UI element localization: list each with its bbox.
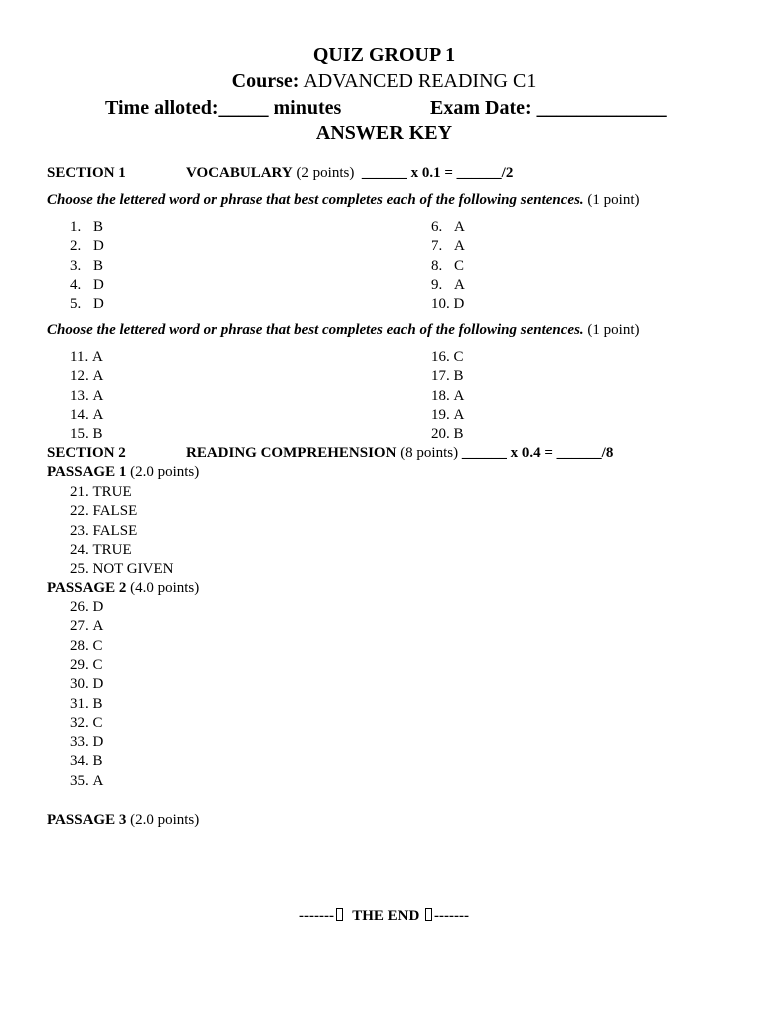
section2-name: READING COMPREHENSION (186, 445, 397, 461)
time-alloted: Time alloted:_____ minutes (105, 97, 342, 119)
box-glyph-icon (336, 908, 343, 921)
instruction-text: Choose the lettered word or phrase that best completes each of the following sentences. (47, 192, 584, 208)
answer-number: 11. (70, 349, 92, 365)
answer-value: B (93, 219, 104, 235)
instruction-points: (1 point) (587, 322, 640, 338)
answer-value: B (92, 426, 103, 443)
answer-item (70, 295, 104, 314)
answer-item (70, 483, 132, 502)
dashes-right: ------- (434, 908, 470, 924)
answer-number: 18. (431, 387, 454, 404)
answer-value: D (93, 238, 104, 255)
answer-value: D (93, 296, 104, 313)
answer-number: 6. (431, 219, 443, 235)
answer-value: A (92, 368, 104, 385)
answer-item (431, 276, 465, 295)
answer-number: 1. (70, 219, 82, 235)
exam-date: Exam Date: _____________ (430, 97, 667, 119)
answer-value: A (454, 238, 465, 255)
answer-value: D (93, 276, 104, 293)
answer-number: 22. (70, 503, 93, 520)
instruction-points: (1 point) (587, 192, 640, 208)
answer-number: 12. (70, 368, 93, 385)
answer-number: 28. (70, 637, 93, 654)
answer-number: 21. (70, 484, 93, 500)
answer-item (431, 295, 464, 314)
course-name: ADVANCED READING C1 (303, 70, 537, 92)
course-label: Course: (231, 70, 300, 92)
answer-number: 24. (70, 541, 93, 558)
answer-number: 4. (70, 276, 82, 293)
answer-item (431, 237, 465, 256)
answer-item (431, 348, 464, 367)
passage2-label: PASSAGE 2 (47, 580, 127, 596)
answer-item (70, 714, 103, 733)
answer-value: C (453, 349, 464, 365)
section1-label: SECTION 1 (47, 165, 126, 181)
answer-item (431, 257, 464, 276)
answer-value: A (453, 387, 465, 404)
answer-value: A (92, 618, 104, 635)
answer-number: 7. (431, 238, 443, 255)
section1-header (47, 164, 126, 183)
answer-item (70, 406, 103, 425)
answer-number: 27. (70, 618, 93, 635)
answer-value: C (92, 714, 103, 731)
the-end-text: THE END (352, 908, 420, 924)
passage2-points: (4.0 points) (130, 580, 200, 596)
section1-points: (2 points) (296, 165, 355, 181)
answer-number: 26. (70, 599, 93, 615)
answer-number: 5. (70, 296, 82, 313)
answer-value: TRUE (92, 541, 132, 558)
answer-item (431, 367, 464, 386)
section1-instruction-1 (47, 191, 639, 210)
answer-number: 17. (431, 368, 454, 385)
answer-item (70, 617, 103, 636)
answer-value: C (454, 257, 465, 274)
answer-item (70, 425, 103, 444)
answer-item (70, 560, 173, 579)
section1-formula: ______ x 0.1 = ______/2 (361, 165, 514, 181)
answer-number: 20. (431, 426, 454, 443)
answer-value: D (453, 296, 465, 313)
answer-number: 19. (431, 406, 454, 423)
answer-item (70, 772, 103, 791)
answer-value: A (92, 387, 104, 404)
answer-value: A (91, 349, 103, 365)
answer-number: 13. (70, 387, 93, 404)
answer-value: D (92, 599, 104, 615)
answer-number: 30. (70, 676, 93, 693)
passage1-points: (2.0 points) (130, 464, 200, 480)
answer-number: 32. (70, 714, 93, 731)
answer-value: B (93, 257, 104, 274)
answer-number: 31. (70, 695, 93, 712)
answer-item (70, 675, 103, 694)
answer-value: A (92, 772, 104, 789)
answer-number: 33. (70, 734, 93, 751)
passage3-label: PASSAGE 3 (47, 812, 127, 828)
section2-formula: ______ x 0.4 = ______/8 (461, 445, 614, 461)
the-end-footer (0, 907, 768, 926)
answer-value: TRUE (92, 484, 132, 500)
section2-header (47, 444, 126, 463)
answer-value: D (92, 676, 104, 693)
answer-item (70, 656, 103, 675)
answer-value: D (92, 734, 104, 751)
answer-item (70, 598, 103, 617)
answer-item (70, 502, 137, 521)
answer-item (70, 257, 103, 276)
course-line (0, 69, 768, 93)
answer-value: C (92, 656, 103, 673)
answer-value: FALSE (92, 503, 138, 520)
answer-item (70, 752, 103, 771)
passage1-label: PASSAGE 1 (47, 464, 127, 480)
answer-item (70, 541, 132, 560)
answer-number: 35. (70, 772, 93, 789)
answer-number: 15. (70, 426, 93, 443)
passage3-points: (2.0 points) (130, 812, 200, 828)
answer-value: B (453, 368, 464, 385)
answer-value: B (92, 695, 103, 712)
answer-number: 23. (70, 522, 93, 539)
answer-value: FALSE (92, 522, 138, 539)
answer-number: 10. (431, 296, 454, 313)
answer-number: 25. (70, 561, 93, 578)
answer-item (70, 733, 103, 752)
section2-title-row (186, 444, 613, 463)
answer-number: 29. (70, 656, 93, 673)
answer-item (431, 425, 464, 444)
answer-value: A (453, 406, 465, 423)
section1-instruction-2 (47, 321, 639, 340)
answer-value: C (92, 637, 103, 654)
section2-points: (8 points) (400, 445, 459, 461)
answer-value: NOT GIVEN (92, 561, 174, 578)
answer-item (70, 695, 103, 714)
answer-number: 14. (70, 406, 93, 423)
instruction-text: Choose the lettered word or phrase that best completes each of the following sentences. (47, 322, 584, 338)
answer-item (70, 522, 137, 541)
answer-value: A (92, 406, 104, 423)
answer-number: 16. (431, 349, 454, 365)
quiz-title: QUIZ GROUP 1 (312, 44, 456, 66)
answer-value: A (454, 276, 465, 293)
section1-title-row (186, 164, 513, 183)
answer-item (431, 218, 465, 237)
answer-item (70, 367, 103, 386)
answer-key-heading: ANSWER KEY (315, 122, 453, 144)
box-glyph-icon (425, 908, 432, 921)
answer-number: 34. (70, 753, 93, 770)
passage3-header (47, 811, 199, 830)
answer-item (70, 637, 103, 656)
answer-item (70, 387, 103, 406)
answer-item (70, 348, 103, 367)
answer-number: 3. (70, 257, 82, 274)
answer-item (431, 387, 464, 406)
dashes-left: ------- (298, 908, 334, 924)
answer-item (70, 237, 104, 256)
answer-number: 9. (431, 276, 443, 293)
answer-value: B (92, 753, 103, 770)
section1-name: VOCABULARY (186, 165, 293, 181)
answer-value: A (454, 219, 465, 235)
answer-item (431, 406, 464, 425)
section2-label: SECTION 2 (47, 445, 126, 461)
answer-item (70, 218, 103, 237)
answer-item (70, 276, 104, 295)
passage1-header (47, 463, 199, 482)
passage2-header (47, 579, 199, 598)
answer-value: B (453, 426, 464, 443)
answer-number: 8. (431, 257, 443, 274)
answer-number: 2. (70, 238, 82, 255)
